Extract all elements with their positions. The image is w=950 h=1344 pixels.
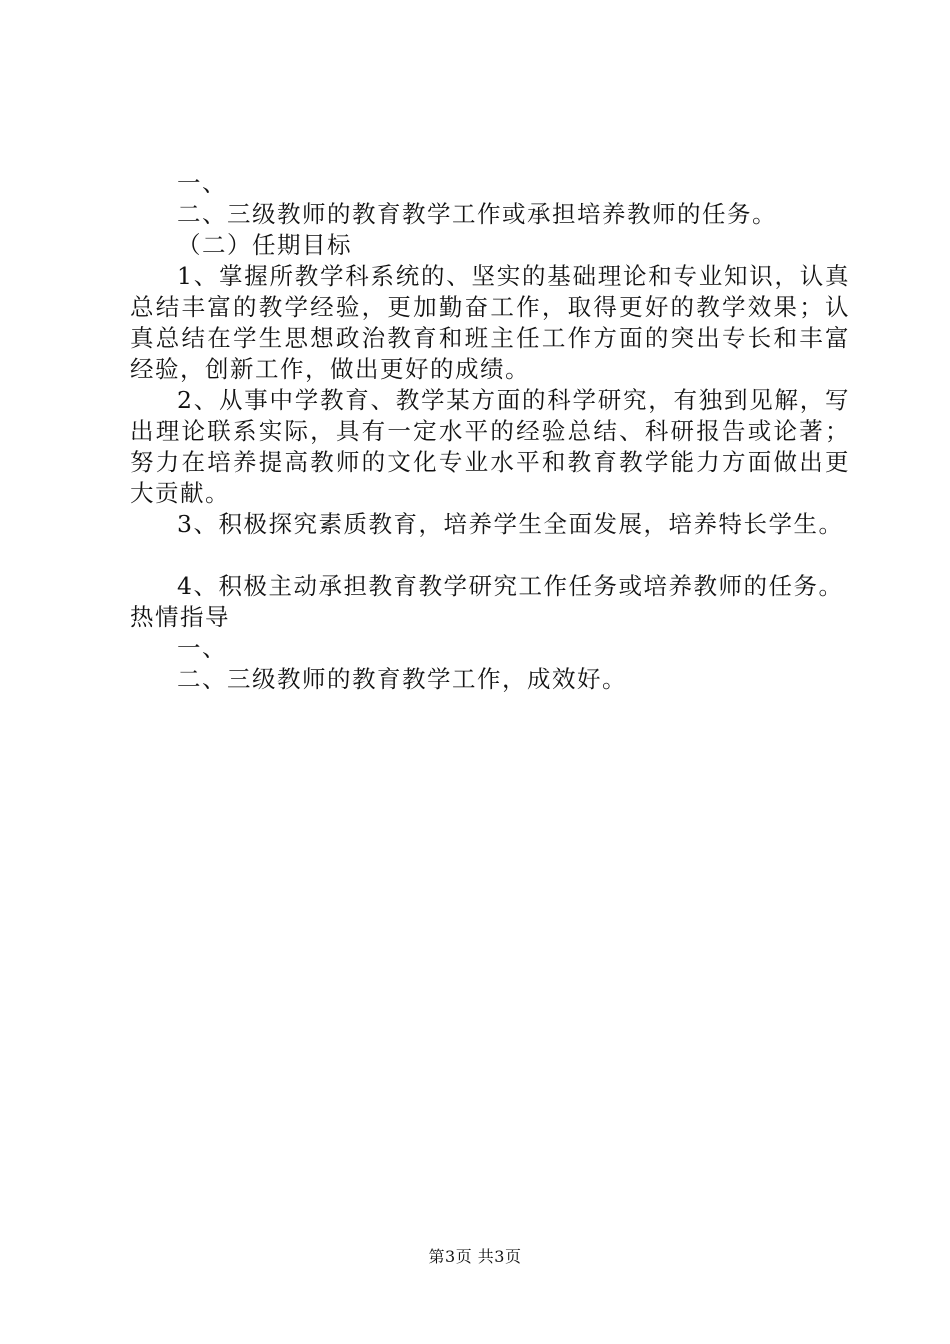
paragraph-2: 二、三级教师的教育教学工作或承担培养教师的任务。 [177,200,777,228]
goal-item-2: 2、从事中学教育、教学某方面的科学研究，有独到见解，写出理论联系实际，具有一定水平的经验总结、科研报告或论著；努力在培养提高教师的文化专业水平和教育教学能力方面做出更大贡献。 [130,386,850,507]
paragraph-1: 一、 [177,169,227,197]
paragraph-10: 二、三级教师的教育教学工作，成效好。 [177,665,627,693]
section-heading-term-goals: （二）任期目标 [177,231,352,259]
page-number-footer: 第3页 共3页 [428,1247,522,1266]
goal-item-4: 4、积极主动承担教育教学研究工作任务或培养教师的任务。 [177,572,844,600]
paragraph-9: 一、 [177,634,227,662]
goal-item-3: 3、积极探究素质教育，培养学生全面发展，培养特长学生。 [177,510,844,538]
goal-item-1: 1、掌握所教学科系统的、坚实的基础理论和专业知识，认真总结丰富的教学经验，更加勤奋工作，取得更好的教学效果；认真总结在学生思想政治教育和班主任工作方面的突出专长和丰富经验，创新工作，做出更好的成绩。 [130,262,850,383]
document-body [130,168,850,695]
paragraph-guidance: 热情指导 [130,603,230,631]
